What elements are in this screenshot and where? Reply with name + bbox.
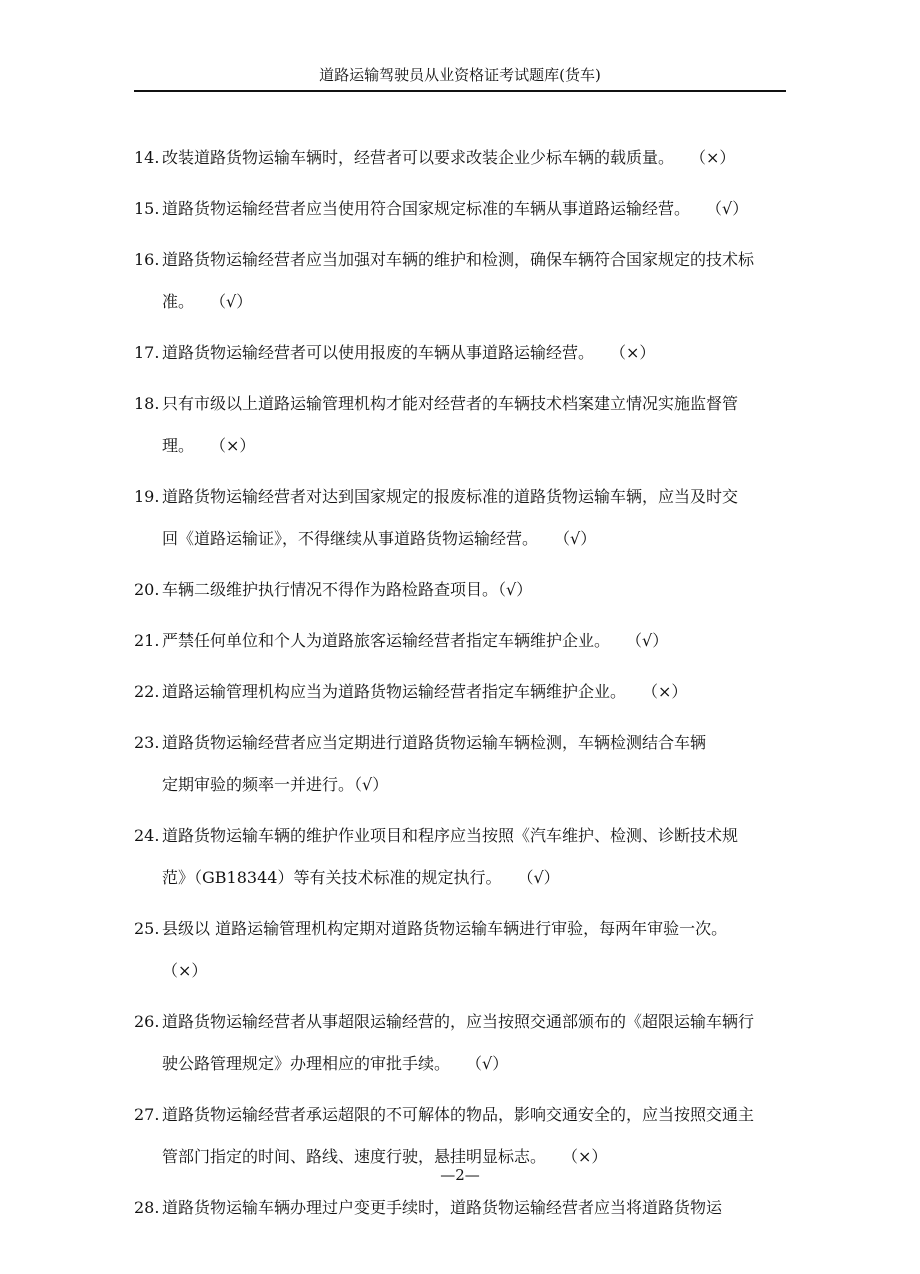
page-header: [134, 60, 786, 92]
question-text-line: [162, 857, 786, 899]
question-text: 道路货物运输经营者应当加强对车辆的维护和检测，确保车辆符合国家规定的技术标: [162, 250, 755, 269]
answer-mark: （√）: [562, 529, 597, 548]
answer-mark: （×）: [570, 1147, 608, 1166]
answer-mark: （×）: [650, 682, 688, 701]
question-text-line: [162, 1001, 786, 1043]
question-item: [134, 383, 786, 467]
question-number: 25.: [134, 919, 160, 938]
question-list: [134, 137, 786, 1229]
question-text: 严禁任何单位和个人为道路旅客运输经营者指定车辆维护企业。: [162, 631, 611, 650]
question-text: 车辆二级维护执行情况不得作为路检路查项目。（√）: [162, 580, 533, 599]
answer-mark: （√）: [218, 292, 253, 311]
question-text-line: [162, 518, 786, 560]
question-text: （×）: [162, 961, 208, 980]
question-text: 道路货物运输经营者对达到国家规定的报废标准的道路货物运输车辆，应当及时交: [162, 487, 739, 506]
question-number: 19.: [134, 487, 160, 506]
question-item: [134, 1187, 786, 1229]
question-text-line: [162, 1187, 786, 1229]
question-number: 28.: [134, 1198, 160, 1217]
question-item: [134, 722, 786, 806]
question-text: 只有市级以上道路运输管理机构才能对经营者的车辆技术档案建立情况实施监督管: [162, 394, 739, 413]
question-number: 22.: [134, 682, 160, 701]
question-text-line: [162, 137, 786, 179]
question-number: 17.: [134, 343, 160, 362]
question-number: 20.: [134, 580, 160, 599]
question-text-line: [162, 239, 786, 281]
answer-mark: （√）: [474, 1054, 509, 1073]
question-text-line: [162, 476, 786, 518]
question-text: 县级以 道路运输管理机构定期对道路货物运输车辆进行审验，每两年审验一次。: [162, 919, 728, 938]
question-text: 理。: [162, 436, 195, 455]
question-item: [134, 332, 786, 374]
question-item: [134, 671, 786, 713]
answer-mark: （×）: [218, 436, 256, 455]
question-number: 16.: [134, 250, 160, 269]
question-item: [134, 188, 786, 230]
question-text: 驶公路管理规定》办理相应的审批手续。: [162, 1054, 451, 1073]
question-text-line: [162, 764, 786, 806]
question-text: 准。: [162, 292, 195, 311]
question-text-line: [162, 1094, 786, 1136]
question-text-line: [162, 425, 786, 467]
question-text: 道路货物运输经营者从事超限运输经营的，应当按照交通部颁布的《超限运输车辆行: [162, 1012, 755, 1031]
question-text-line: [162, 620, 786, 662]
question-text-line: [162, 281, 786, 323]
question-item: [134, 620, 786, 662]
question-number: 14.: [134, 148, 160, 167]
question-text-line: [162, 815, 786, 857]
question-item: [134, 815, 786, 899]
question-item: [134, 569, 786, 611]
question-number: 27.: [134, 1105, 160, 1124]
answer-mark: （√）: [714, 199, 749, 218]
question-number: 24.: [134, 826, 160, 845]
question-text: 回《道路运输证》，不得继续从事道路货物运输经营。: [162, 529, 539, 548]
question-item: [134, 476, 786, 560]
question-text: 道路货物运输车辆的维护作业项目和程序应当按照《汽车维护、检测、诊断技术规: [162, 826, 739, 845]
question-item: [134, 137, 786, 179]
answer-mark: （×）: [698, 148, 736, 167]
answer-mark: （√）: [525, 868, 560, 887]
question-text: 改装道路货物运输车辆时，经营者可以要求改装企业少标车辆的载质量。: [162, 148, 675, 167]
answer-mark: （√）: [634, 631, 669, 650]
page-header-title: 道路运输驾驶员从业资格证考试题库(货车): [319, 66, 601, 84]
question-text-line: [162, 908, 786, 950]
question-item: [134, 908, 786, 992]
question-text: 道路货物运输经营者可以使用报废的车辆从事道路运输经营。: [162, 343, 595, 362]
question-text-line: [162, 569, 786, 611]
answer-mark: （×）: [618, 343, 656, 362]
question-item: [134, 1001, 786, 1085]
question-text: 道路货物运输经营者应当使用符合国家规定标准的车辆从事道路运输经营。: [162, 199, 691, 218]
question-number: 21.: [134, 631, 160, 650]
question-number: 15.: [134, 199, 160, 218]
question-text-line: [162, 332, 786, 374]
question-number: 26.: [134, 1012, 160, 1031]
question-text-line: [162, 383, 786, 425]
question-text-line: [162, 950, 786, 992]
page-number: —2—: [440, 1166, 480, 1184]
question-text: 道路货物运输经营者应当定期进行道路货物运输车辆检测，车辆检测结合车辆: [162, 733, 707, 752]
question-text: 管部门指定的时间、路线、速度行驶，悬挂明显标志。: [162, 1147, 547, 1166]
question-text-line: [162, 188, 786, 230]
question-text-line: [162, 722, 786, 764]
question-text: 定期审验的频率一并进行。（√）: [162, 775, 389, 794]
question-item: [134, 239, 786, 323]
question-text: 道路货物运输经营者承运超限的不可解体的物品，影响交通安全的，应当按照交通主: [162, 1105, 755, 1124]
question-number: 23.: [134, 733, 160, 752]
question-text: 道路货物运输车辆办理过户变更手续时，道路货物运输经营者应当将道路货物运: [162, 1198, 723, 1217]
question-text: 道路运输管理机构应当为道路货物运输经营者指定车辆维护企业。: [162, 682, 627, 701]
question-text-line: [162, 671, 786, 713]
question-text: 范》（GB18344）等有关技术标准的规定执行。: [162, 868, 502, 887]
question-number: 18.: [134, 394, 160, 413]
question-text-line: [162, 1043, 786, 1085]
